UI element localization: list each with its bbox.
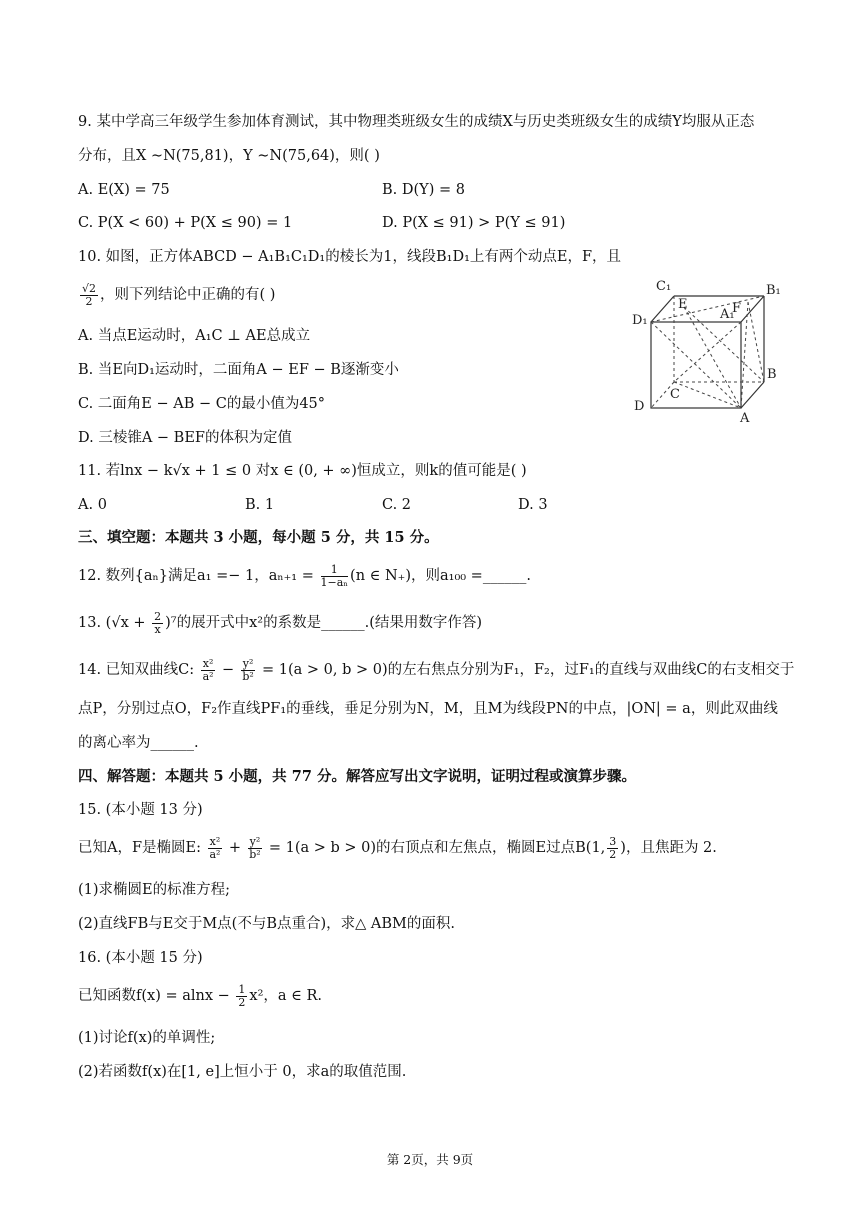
q11-option-a: A. 0 — [78, 497, 107, 513]
label-d: D — [634, 399, 645, 414]
q9-option-d: D. P(X ≤ 91) > P(Y ≤ 91) — [382, 215, 566, 231]
q12-stem: 12. 数列{aₙ}满足a₁ =− 1，aₙ₊₁ = $\frac{1}{\text{1−aₙ}}$ (n ∈ N₊)，则a₁₀₀ =______. — [78, 562, 531, 589]
q10-option-d: D. 三棱锥A − BEF的体积为定值 — [78, 430, 292, 446]
q13-stem: 13. (√x + $\frac{2}{x}$ )⁷的展开式中x²的系数是______.(结果用数字作答) — [78, 609, 483, 636]
q16-part1: (1)讨论f(x)的单调性; — [78, 1030, 216, 1046]
q14-stem-line1: 14. 已知双曲线C: $\frac{\text{x²}}{\text{a²}}$ − $\frac{\text{y²}}{\text{b²}}$ = 1(a > 0, b > 0)的左右焦点分别为F₁，F₂，过F₁的直线与双曲线C的右支相交于 — [78, 656, 795, 683]
q15-stem: 已知A，F是椭圆E: $\frac{\text{x²}}{\text{a²}}$ + $\frac{\text{y²}}{\text{b²}}$ = 1(a > b > 0)的右顶点和左焦点，椭圆E过点B(1, $\frac{3}{2}$ )，且焦距为 2. — [78, 834, 717, 861]
q9-option-a: A. E(X) = 75 — [78, 182, 170, 198]
q9-stem-line1: 9. 某中学高三年级学生参加体育测试，其中物理类班级女生的成绩X与历史类班级女生的成绩Y均服从正态 — [78, 114, 755, 130]
q11-option-c: C. 2 — [382, 497, 412, 513]
q15-header: 15. (本小题 13 分) — [78, 802, 203, 818]
q9-stem-line2: 分布，且X ∼N(75,81)，Y ∼N(75,64)，则( ) — [78, 148, 380, 164]
q11-option-b: B. 1 — [245, 497, 275, 513]
q16-part2: (2)若函数f(x)在[1, e]上恒小于 0，求a的取值范围. — [78, 1064, 407, 1080]
q14-stem-line2: 点P，分别过点O，F₂作直线PF₁的垂线，垂足分别为N，M，且M为线段PN的中点，|ON| = a，则此双曲线 — [78, 701, 778, 717]
q16-stem: 已知函数f(x) = alnx − $\frac{1}{2}$ x²，a ∈ R. — [78, 982, 323, 1009]
q10-option-a: A. 当点E运动时，A₁C ⊥ AE总成立 — [78, 328, 311, 344]
q10-fraction: $\frac{√2}{2}$ — [82, 281, 97, 308]
label-c: C — [670, 387, 680, 402]
q16-header: 16. (本小题 15 分) — [78, 950, 203, 966]
section-fill-in-heading: 三、填空题：本题共 3 小题，每小题 5 分，共 15 分。 — [78, 529, 439, 546]
label-e: E — [678, 297, 688, 312]
q11-option-d: D. 3 — [518, 497, 548, 513]
label-a: A — [740, 411, 750, 426]
q9-option-c: C. P(X < 60) + P(X ≤ 90) = 1 — [78, 215, 293, 231]
label-f: F — [732, 301, 742, 316]
q10-option-b: B. 当E向D₁运动时，二面角A − EF − B逐渐变小 — [78, 362, 399, 378]
q9-option-b: B. D(Y) = 8 — [382, 182, 465, 198]
q11-stem: 11. 若lnx − k√x + 1 ≤ 0 对x ∈ (0, + ∞)恒成立，则k的值可能是( ) — [78, 463, 527, 479]
q10-stem-line1: 10. 如图，正方体ABCD − A₁B₁C₁D₁的棱长为1，线段B₁D₁上有两个动点E，F，且 — [78, 249, 622, 265]
q15-part2: (2)直线FB与E交于M点(不与B点重合)，求△ ABM的面积. — [78, 916, 455, 932]
label-b: B — [767, 367, 777, 382]
label-c1: C₁ — [656, 279, 672, 294]
q15-part1: (1)求椭圆E的标准方程; — [78, 882, 231, 898]
cube-figure — [626, 272, 796, 427]
label-d1: D₁ — [632, 313, 648, 328]
q10-option-c: C. 二面角E − AB − C的最小值为45° — [78, 396, 326, 412]
q14-stem-line3: 的离心率为______. — [78, 735, 199, 751]
q10-stem-line2: $\frac{√2}{2}$ ，则下列结论中正确的有( ) — [82, 281, 276, 308]
section-answer-heading: 四、解答题：本题共 5 小题，共 77 分。解答应写出文字说明，证明过程或演算步骤。 — [78, 768, 636, 785]
label-a1: A₁ — [720, 307, 735, 322]
page-footer: 第 2页，共 9页 — [386, 1152, 474, 1167]
label-b1: B₁ — [766, 283, 781, 298]
